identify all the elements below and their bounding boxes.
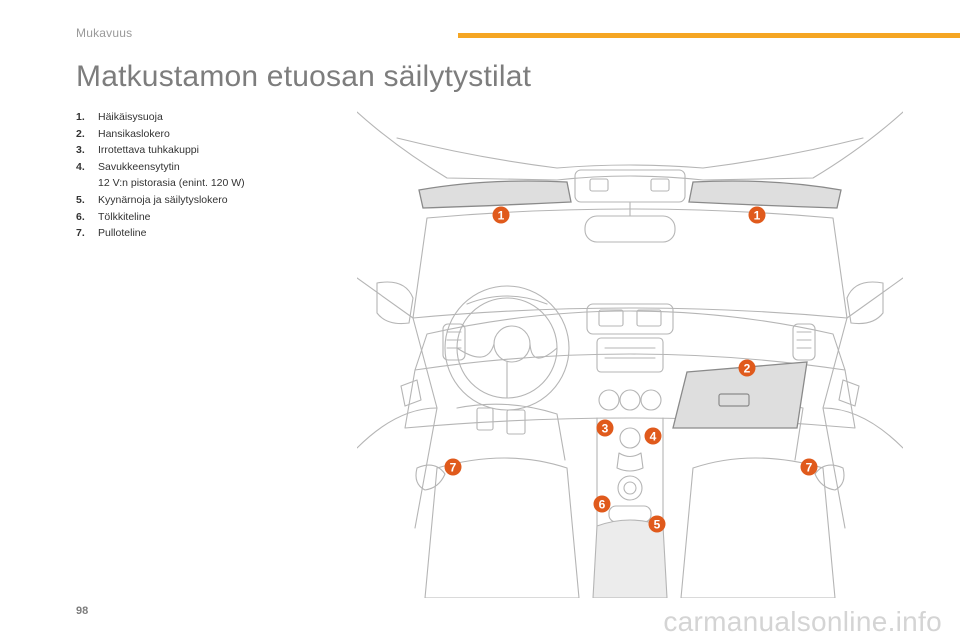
svg-text:6: 6: [598, 497, 606, 512]
legend-item: [76, 142, 346, 159]
svg-text:7: 7: [449, 460, 457, 475]
legend-number: 5.: [76, 193, 85, 206]
callout-7-left: [445, 459, 462, 476]
legend-number: 7.: [76, 227, 85, 240]
callout-5: [649, 516, 666, 533]
section-label: Mukavuus: [76, 26, 133, 40]
callout-3: [597, 420, 614, 437]
cabin-illustration: [357, 108, 903, 598]
legend-list: [76, 109, 346, 242]
page-number: 98: [76, 605, 89, 617]
svg-text:1: 1: [497, 208, 505, 223]
legend-item: [76, 126, 346, 143]
svg-text:7: 7: [805, 460, 813, 475]
callout-1-right: [749, 207, 766, 224]
callout-7-right: [801, 459, 818, 476]
callout-2: [739, 360, 756, 377]
callout-1-left: [493, 207, 510, 224]
legend-text: Kyynärnoja ja säilytyslokero: [98, 193, 228, 206]
legend-number: 4.: [76, 160, 85, 173]
legend-text: Häikäisysuoja: [98, 111, 163, 123]
legend-number: 6.: [76, 210, 85, 223]
svg-text:2: 2: [743, 361, 751, 376]
legend-text-extra: 12 V:n pistorasia (enint. 120 W): [98, 177, 245, 190]
legend-text: Savukkeensytytin: [98, 160, 180, 173]
legend-number: 1.: [76, 111, 85, 123]
sunvisor-right: [689, 181, 841, 208]
legend-text: Irrotettava tuhkakuppi: [98, 144, 199, 157]
legend-item: [76, 109, 346, 126]
legend-item: [76, 225, 346, 242]
svg-text:4: 4: [649, 429, 657, 444]
callout-4: [645, 428, 662, 445]
svg-text:1: 1: [753, 208, 761, 223]
svg-text:3: 3: [601, 421, 609, 436]
legend-item: [76, 209, 346, 226]
watermark: carmanualsonline.info: [663, 606, 942, 637]
header-accent-bar: [458, 33, 960, 38]
svg-text:5: 5: [653, 517, 661, 532]
legend-number: 3.: [76, 144, 85, 157]
legend-text: Pulloteline: [98, 227, 147, 240]
sunvisor-left: [419, 181, 571, 208]
legend-number: 2.: [76, 127, 85, 140]
legend-text: Tölkkiteline: [98, 210, 151, 223]
page-title: Matkustamon etuosan säilytystilat: [76, 60, 532, 93]
legend-item: [76, 159, 346, 176]
legend-item-continuation: [76, 175, 346, 192]
legend-item: [76, 192, 346, 209]
callout-6: [594, 496, 611, 513]
legend-text: Hansikaslokero: [98, 127, 170, 140]
